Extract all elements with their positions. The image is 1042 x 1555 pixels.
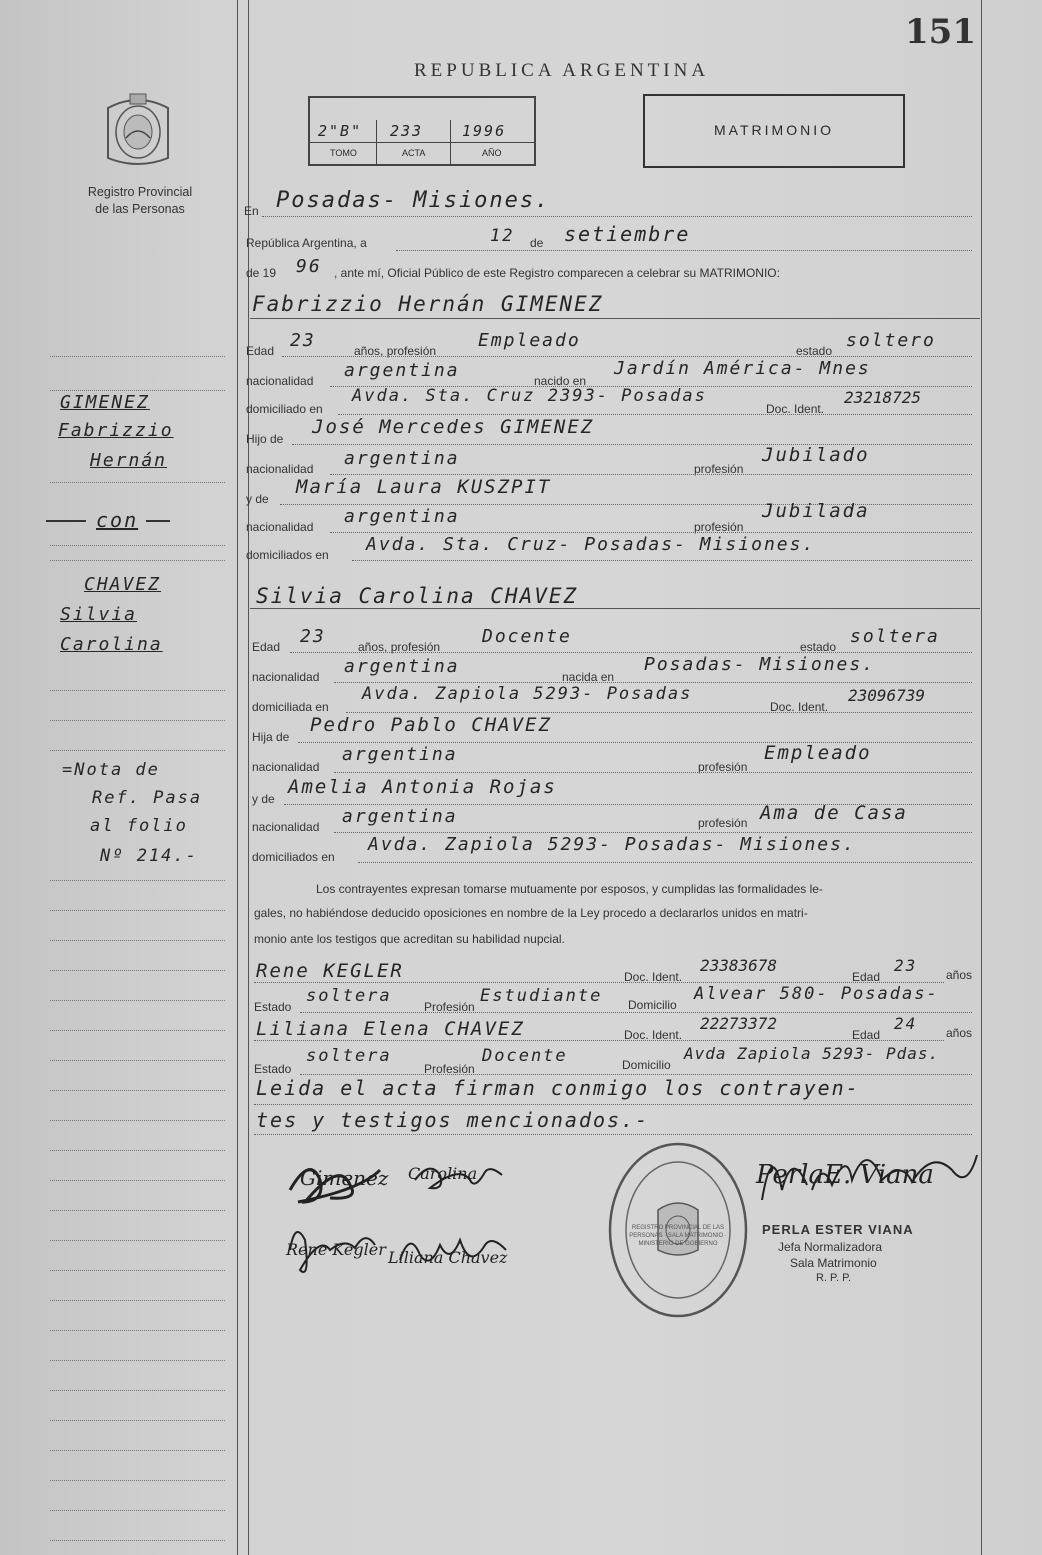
- bride-hija-label: Hija de: [252, 730, 290, 744]
- witness-2-profesion: Docente: [482, 1046, 568, 1066]
- republic-label: República Argentina, a: [246, 236, 367, 250]
- groom-nacido-label: nacido en: [534, 374, 587, 388]
- witness-2-domicilio-label: Domicilio: [622, 1058, 671, 1072]
- page-number: 151: [905, 12, 976, 52]
- bride-madre-prof-label: profesión: [698, 816, 748, 830]
- party-signatures: [270, 1150, 530, 1300]
- groom-doc: 23218725: [844, 388, 922, 407]
- country-title: REPUBLICA ARGENTINA: [414, 60, 710, 81]
- groom-nacido: Jardín América- Mnes: [614, 358, 871, 379]
- stamp-text: REGISTRO PROVINCIAL DE LAS PERSONAS · SALA MATRIMONIO · MINISTERIO DE GOBIERNO: [629, 1225, 727, 1247]
- margin-note-2: Ref. Pasa: [92, 788, 203, 808]
- witness-1-name: Rene KEGLER: [256, 960, 404, 982]
- official-signature-text: PerlaE. Viana: [756, 1160, 934, 1190]
- witness-2-profesion-label: Profesión: [424, 1062, 475, 1076]
- bride-doc-label: Doc. Ident.: [770, 700, 829, 714]
- groom-yde-label: y de: [246, 492, 269, 506]
- groom-padre: José Mercedes GIMENEZ: [312, 416, 595, 438]
- groom-profesion: Empleado: [478, 330, 581, 351]
- official-title-3: R. P. P.: [816, 1272, 852, 1284]
- groom-edad: 23: [290, 330, 316, 351]
- groom-madre-nac: argentina: [344, 506, 460, 527]
- witness-1-domicilio-label: Domicilio: [628, 998, 677, 1012]
- groom-padre-prof-label: profesión: [694, 462, 744, 476]
- groom-name: Fabrizzio Hernán GIMENEZ: [252, 292, 604, 316]
- bride-edad: 23: [300, 626, 326, 647]
- registry-name: Registro Provincial de las Personas: [87, 185, 193, 216]
- bride-yde-label: y de: [252, 792, 275, 806]
- margin-con: con: [96, 508, 139, 532]
- groom-nac-label: nacionalidad: [246, 374, 314, 388]
- witness-2-edad-label: Edad: [852, 1028, 881, 1042]
- party-signature-4: Liliana Chavez: [388, 1248, 508, 1267]
- witness-1-estado: soltera: [306, 986, 392, 1006]
- groom-hijo-label: Hijo de: [246, 432, 284, 446]
- groom-nacionalidad: argentina: [344, 360, 460, 381]
- margin-groom-first: Fabrizzio: [58, 420, 174, 441]
- witness-2-edad: 24: [894, 1014, 918, 1033]
- margin-note-4: Nº 214.-: [100, 846, 198, 866]
- bride-domicilio: Avda. Zapiola 5293- Posadas: [362, 684, 693, 704]
- groom-domicilio: Avda. Sta. Cruz 2393- Posadas: [352, 386, 707, 406]
- official-title-1: Jefa Normalizadora: [778, 1240, 883, 1254]
- margin-groom-surname: GIMENEZ: [60, 392, 150, 413]
- groom-dom-label: domiciliado en: [246, 402, 323, 416]
- tomo-label: TOMO: [330, 148, 357, 158]
- witness-1-estado-label: Estado: [254, 1000, 292, 1014]
- witness-2-name: Liliana Elena CHAVEZ: [256, 1018, 525, 1040]
- bride-dom-label: domiciliada en: [252, 700, 329, 714]
- tomo-value: 2"B": [318, 122, 363, 140]
- bride-edad-label: Edad: [252, 640, 281, 654]
- bride-name: Silvia Carolina CHAVEZ: [256, 584, 579, 608]
- bride-padre: Pedro Pablo CHAVEZ: [310, 714, 552, 736]
- day-value: 12: [490, 226, 515, 246]
- groom-madre-prof-label: profesión: [694, 520, 744, 534]
- margin-groom-second: Hernán: [90, 450, 168, 471]
- bride-estado: soltera: [850, 626, 940, 647]
- witness-1-anos-label: años: [946, 968, 973, 982]
- party-signature-1: Gimenez: [300, 1166, 389, 1190]
- bride-profesion-label: años, profesión: [358, 640, 441, 654]
- groom-madre-nac-label: nacionalidad: [246, 520, 314, 534]
- acta-value: 233: [390, 122, 424, 140]
- bride-padre-prof-label: profesión: [698, 760, 748, 774]
- witness-1-edad: 23: [894, 956, 918, 975]
- bride-nacida: Posadas- Misiones.: [644, 654, 876, 675]
- witness-2-estado: soltera: [306, 1046, 392, 1066]
- left-rule: [237, 0, 238, 1555]
- year-prefix: de 19: [246, 266, 277, 280]
- ano-value: 1996: [462, 122, 507, 140]
- groom-padres-dom-label: domiciliados en: [246, 548, 329, 562]
- en-label: En: [244, 204, 259, 218]
- act-type-box: [643, 94, 905, 168]
- groom-padre-prof: Jubilado: [762, 444, 870, 466]
- witness-1-doc-label: Doc. Ident.: [624, 970, 683, 984]
- closing-line-1: Leida el acta firman conmigo los contrayen-: [256, 1076, 860, 1100]
- groom-madre: María Laura KUSZPIT: [296, 476, 552, 498]
- bride-padres-dom: Avda. Zapiola 5293- Posadas- Misiones.: [368, 834, 856, 855]
- margin-note-3: al folio: [90, 816, 188, 836]
- bride-madre-nac-label: nacionalidad: [252, 820, 320, 834]
- bride-doc: 23096739: [848, 686, 926, 705]
- legal-text-3: monio ante los testigos que acreditan su habilidad nupcial.: [254, 932, 565, 946]
- groom-edad-label: Edad: [246, 344, 275, 358]
- witness-2-doc: 22273372: [700, 1014, 778, 1033]
- legal-text-2: gales, no habiéndose deducido oposiciones en nombre de la Ley procedo a declararlos unidos en matri-: [254, 906, 808, 920]
- bride-nac-label: nacionalidad: [252, 670, 320, 684]
- witness-1-domicilio: Alvear 580- Posadas-: [694, 984, 939, 1004]
- groom-profesion-label: años, profesión: [354, 344, 437, 358]
- ano-label: AÑO: [482, 148, 502, 158]
- bride-padre-prof: Empleado: [764, 742, 872, 764]
- bride-madre: Amelia Antonia Rojas: [288, 776, 557, 798]
- groom-estado-label: estado: [796, 344, 833, 358]
- place-value: Posadas- Misiones.: [276, 188, 551, 213]
- witness-1-profesion: Estudiante: [480, 986, 603, 1006]
- bride-padres-dom-label: domiciliados en: [252, 850, 335, 864]
- groom-padre-nac: argentina: [344, 448, 460, 469]
- groom-doc-label: Doc. Ident.: [766, 402, 825, 416]
- bride-padre-nac-label: nacionalidad: [252, 760, 320, 774]
- groom-madre-prof: Jubilada: [762, 500, 870, 522]
- record-box: [308, 96, 536, 166]
- witness-2-doc-label: Doc. Ident.: [624, 1028, 683, 1042]
- year-suffix: 96: [296, 256, 322, 277]
- witness-1-doc: 23383678: [700, 956, 778, 975]
- witness-2-domicilio: Avda Zapiola 5293- Pdas.: [684, 1044, 940, 1063]
- official-stamp: [606, 1140, 750, 1320]
- bride-padre-nac: argentina: [342, 744, 458, 765]
- groom-estado: soltero: [846, 330, 936, 351]
- official-signature: [752, 1130, 982, 1210]
- act-type: MATRIMONIO: [714, 122, 834, 138]
- groom-padres-dom: Avda. Sta. Cruz- Posadas- Misiones.: [366, 534, 816, 555]
- witness-1-profesion-label: Profesión: [424, 1000, 475, 1014]
- bride-nacida-label: nacida en: [562, 670, 615, 684]
- witness-1-edad-label: Edad: [852, 970, 881, 984]
- witness-2-anos-label: años: [946, 1026, 973, 1040]
- right-rule: [981, 0, 982, 1555]
- acta-label: ACTA: [402, 148, 426, 158]
- month-value: setiembre: [564, 222, 691, 246]
- bride-nacionalidad: argentina: [344, 656, 460, 677]
- bride-madre-prof: Ama de Casa: [760, 802, 908, 824]
- mid-rule: [248, 0, 249, 1555]
- bride-estado-label: estado: [800, 640, 837, 654]
- margin-bride-first: Silvia: [60, 604, 138, 625]
- official-title-2: Sala Matrimonio: [790, 1256, 877, 1270]
- official-name: PERLA ESTER VIANA: [762, 1222, 914, 1237]
- party-signature-3: Rene Kegler: [286, 1240, 386, 1259]
- closing-line-2: tes y testigos mencionados.-: [256, 1108, 650, 1132]
- margin-bride-surname: CHAVEZ: [84, 574, 162, 595]
- intro-text: , ante mí, Oficial Público de este Registro comparecen a celebrar su MATRIMONIO:: [334, 266, 780, 280]
- party-signature-2: Carolina: [408, 1164, 478, 1183]
- margin-bride-second: Carolina: [60, 634, 163, 655]
- witness-2-estado-label: Estado: [254, 1062, 292, 1076]
- legal-text-1: Los contrayentes expresan tomarse mutuamente por esposos, y cumplidas las formalidades le-: [316, 882, 823, 896]
- bride-madre-nac: argentina: [342, 806, 458, 827]
- groom-padre-nac-label: nacionalidad: [246, 462, 314, 476]
- de-label: de: [530, 236, 544, 250]
- provincial-emblem: [96, 88, 180, 172]
- bride-profesion: Docente: [482, 626, 572, 647]
- margin-note-1: =Nota de: [62, 760, 160, 780]
